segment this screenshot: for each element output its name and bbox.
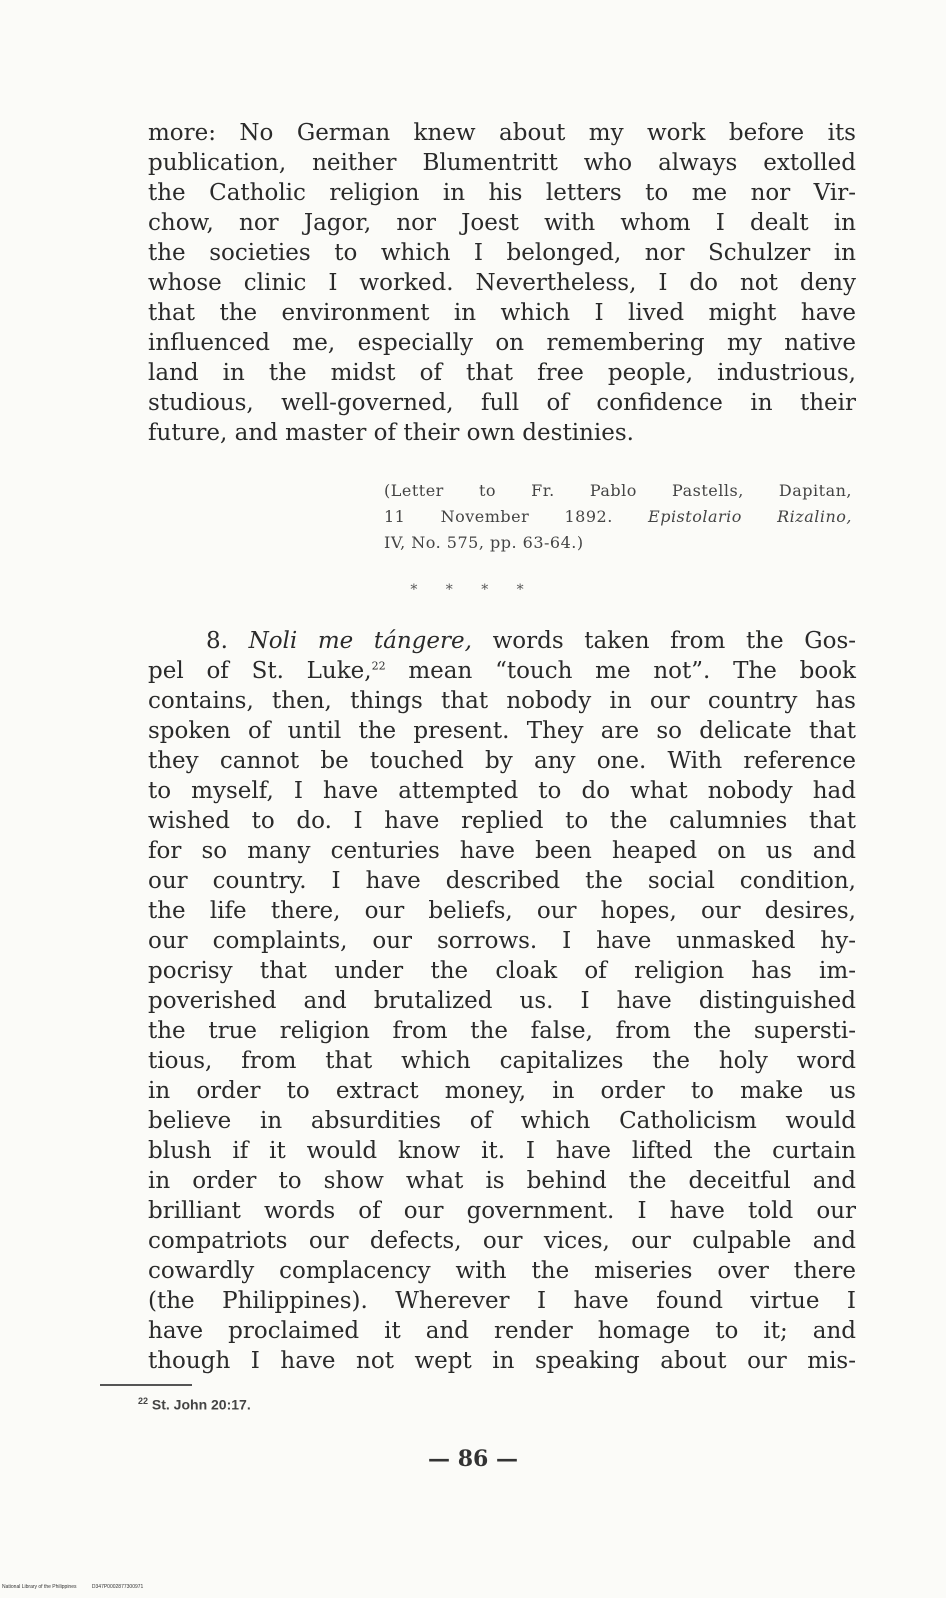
paragraph-line: spoken of until the present. They are so delicate that — [148, 718, 856, 744]
footnote-marker: 22 — [138, 1396, 149, 1406]
paragraph-line: poverished and brutalized us. I have distinguished — [148, 988, 856, 1014]
paragraph-line: believe in absurdities of which Catholicism would — [148, 1108, 856, 1134]
paragraph-line: whose clinic I worked. Nevertheless, I do not deny — [148, 270, 856, 296]
citation-line: IV, No. 575, pp. 63-64.) — [384, 533, 584, 552]
paragraph-line: though I have not wept in speaking about our mis- — [148, 1348, 856, 1374]
paragraph-line: future, and master of their own destinies. — [148, 420, 634, 446]
paragraph-line: tious, from that which capitalizes the holy word — [148, 1048, 856, 1074]
paragraph-line: for so many centuries have been heaped on us and — [148, 838, 856, 864]
paragraph-line: influenced me, especially on remembering my native — [148, 330, 856, 356]
paragraph-line: that the environment in which I lived might have — [148, 300, 856, 326]
paragraph-line: (the Philippines). Wherever I have found virtue I — [148, 1288, 856, 1314]
citation-line: (Letter to Fr. Pablo Pastells, Dapitan, — [384, 481, 852, 500]
footnote-reference: 22 — [371, 659, 386, 673]
paragraph-text: mean “touch me not”. The book — [408, 658, 856, 684]
scan-credit — [2, 1584, 157, 1590]
citation-source: Epistolario Rizalino, — [648, 507, 852, 526]
paragraph-line — [148, 626, 856, 656]
paragraph-line: the societies to which I belonged, nor Schulzer in — [148, 240, 856, 266]
section-separator: * * * * — [410, 582, 536, 598]
paragraph-line: in order to extract money, in order to make us — [148, 1078, 856, 1104]
paragraph-line: to myself, I have attempted to do what nobody had — [148, 778, 856, 804]
paragraph-line: in order to show what is behind the deceitful and — [148, 1168, 856, 1194]
paragraph-line: the true religion from the false, from the supersti- — [148, 1018, 856, 1044]
paragraph-line: compatriots our defects, our vices, our culpable and — [148, 1228, 856, 1254]
paragraph-text: pel of St. Luke, — [148, 658, 372, 684]
paragraph-line: they cannot be touched by any one. With reference — [148, 748, 856, 774]
paragraph-line: blush if it would know it. I have lifted the curtain — [148, 1138, 856, 1164]
footnote-divider — [100, 1384, 192, 1386]
scan-code: D347P0002877300971 — [91, 1584, 144, 1590]
book-title: Noli me tángere, — [248, 628, 472, 654]
paragraph-line: our country. I have described the social condition, — [148, 868, 856, 894]
paragraph-line: publication, neither Blumentritt who always extolled — [148, 150, 856, 176]
page-number: — 86 — — [428, 1446, 518, 1472]
paragraph-line: the life there, our beliefs, our hopes, our desires, — [148, 898, 856, 924]
paragraph-line: land in the midst of that free people, industrious, — [148, 360, 856, 386]
paragraph-text: words taken from the Gos- — [492, 628, 857, 654]
paragraph-line: the Catholic religion in his letters to me nor Vir- — [148, 180, 856, 206]
paragraph-line: more: No German knew about my work before its — [148, 120, 856, 146]
footnote-text: St. John 20:17. — [151, 1396, 251, 1413]
paragraph-line: studious, well-governed, full of confidence in their — [148, 390, 856, 416]
citation-line — [384, 504, 852, 530]
paragraph-line — [148, 656, 856, 686]
scan-library: National Library of the Philippines — [2, 1584, 77, 1590]
paragraph-line: wished to do. I have replied to the calumnies that — [148, 808, 856, 834]
paragraph-line: cowardly complacency with the miseries over there — [148, 1258, 856, 1284]
paragraph-number: 8. — [206, 628, 228, 654]
citation-date: 11 November 1892. — [384, 507, 613, 526]
paragraph-line: have proclaimed it and render homage to it; and — [148, 1318, 856, 1344]
paragraph-line: chow, nor Jagor, nor Joest with whom I dealt in — [148, 210, 856, 236]
paragraph-line: contains, then, things that nobody in our country has — [148, 688, 856, 714]
paragraph-line: pocrisy that under the cloak of religion has im- — [148, 958, 856, 984]
paragraph-line: our complaints, our sorrows. I have unmasked hy- — [148, 928, 856, 954]
footnote — [138, 1396, 251, 1413]
paragraph-line: brilliant words of our government. I have told our — [148, 1198, 856, 1224]
